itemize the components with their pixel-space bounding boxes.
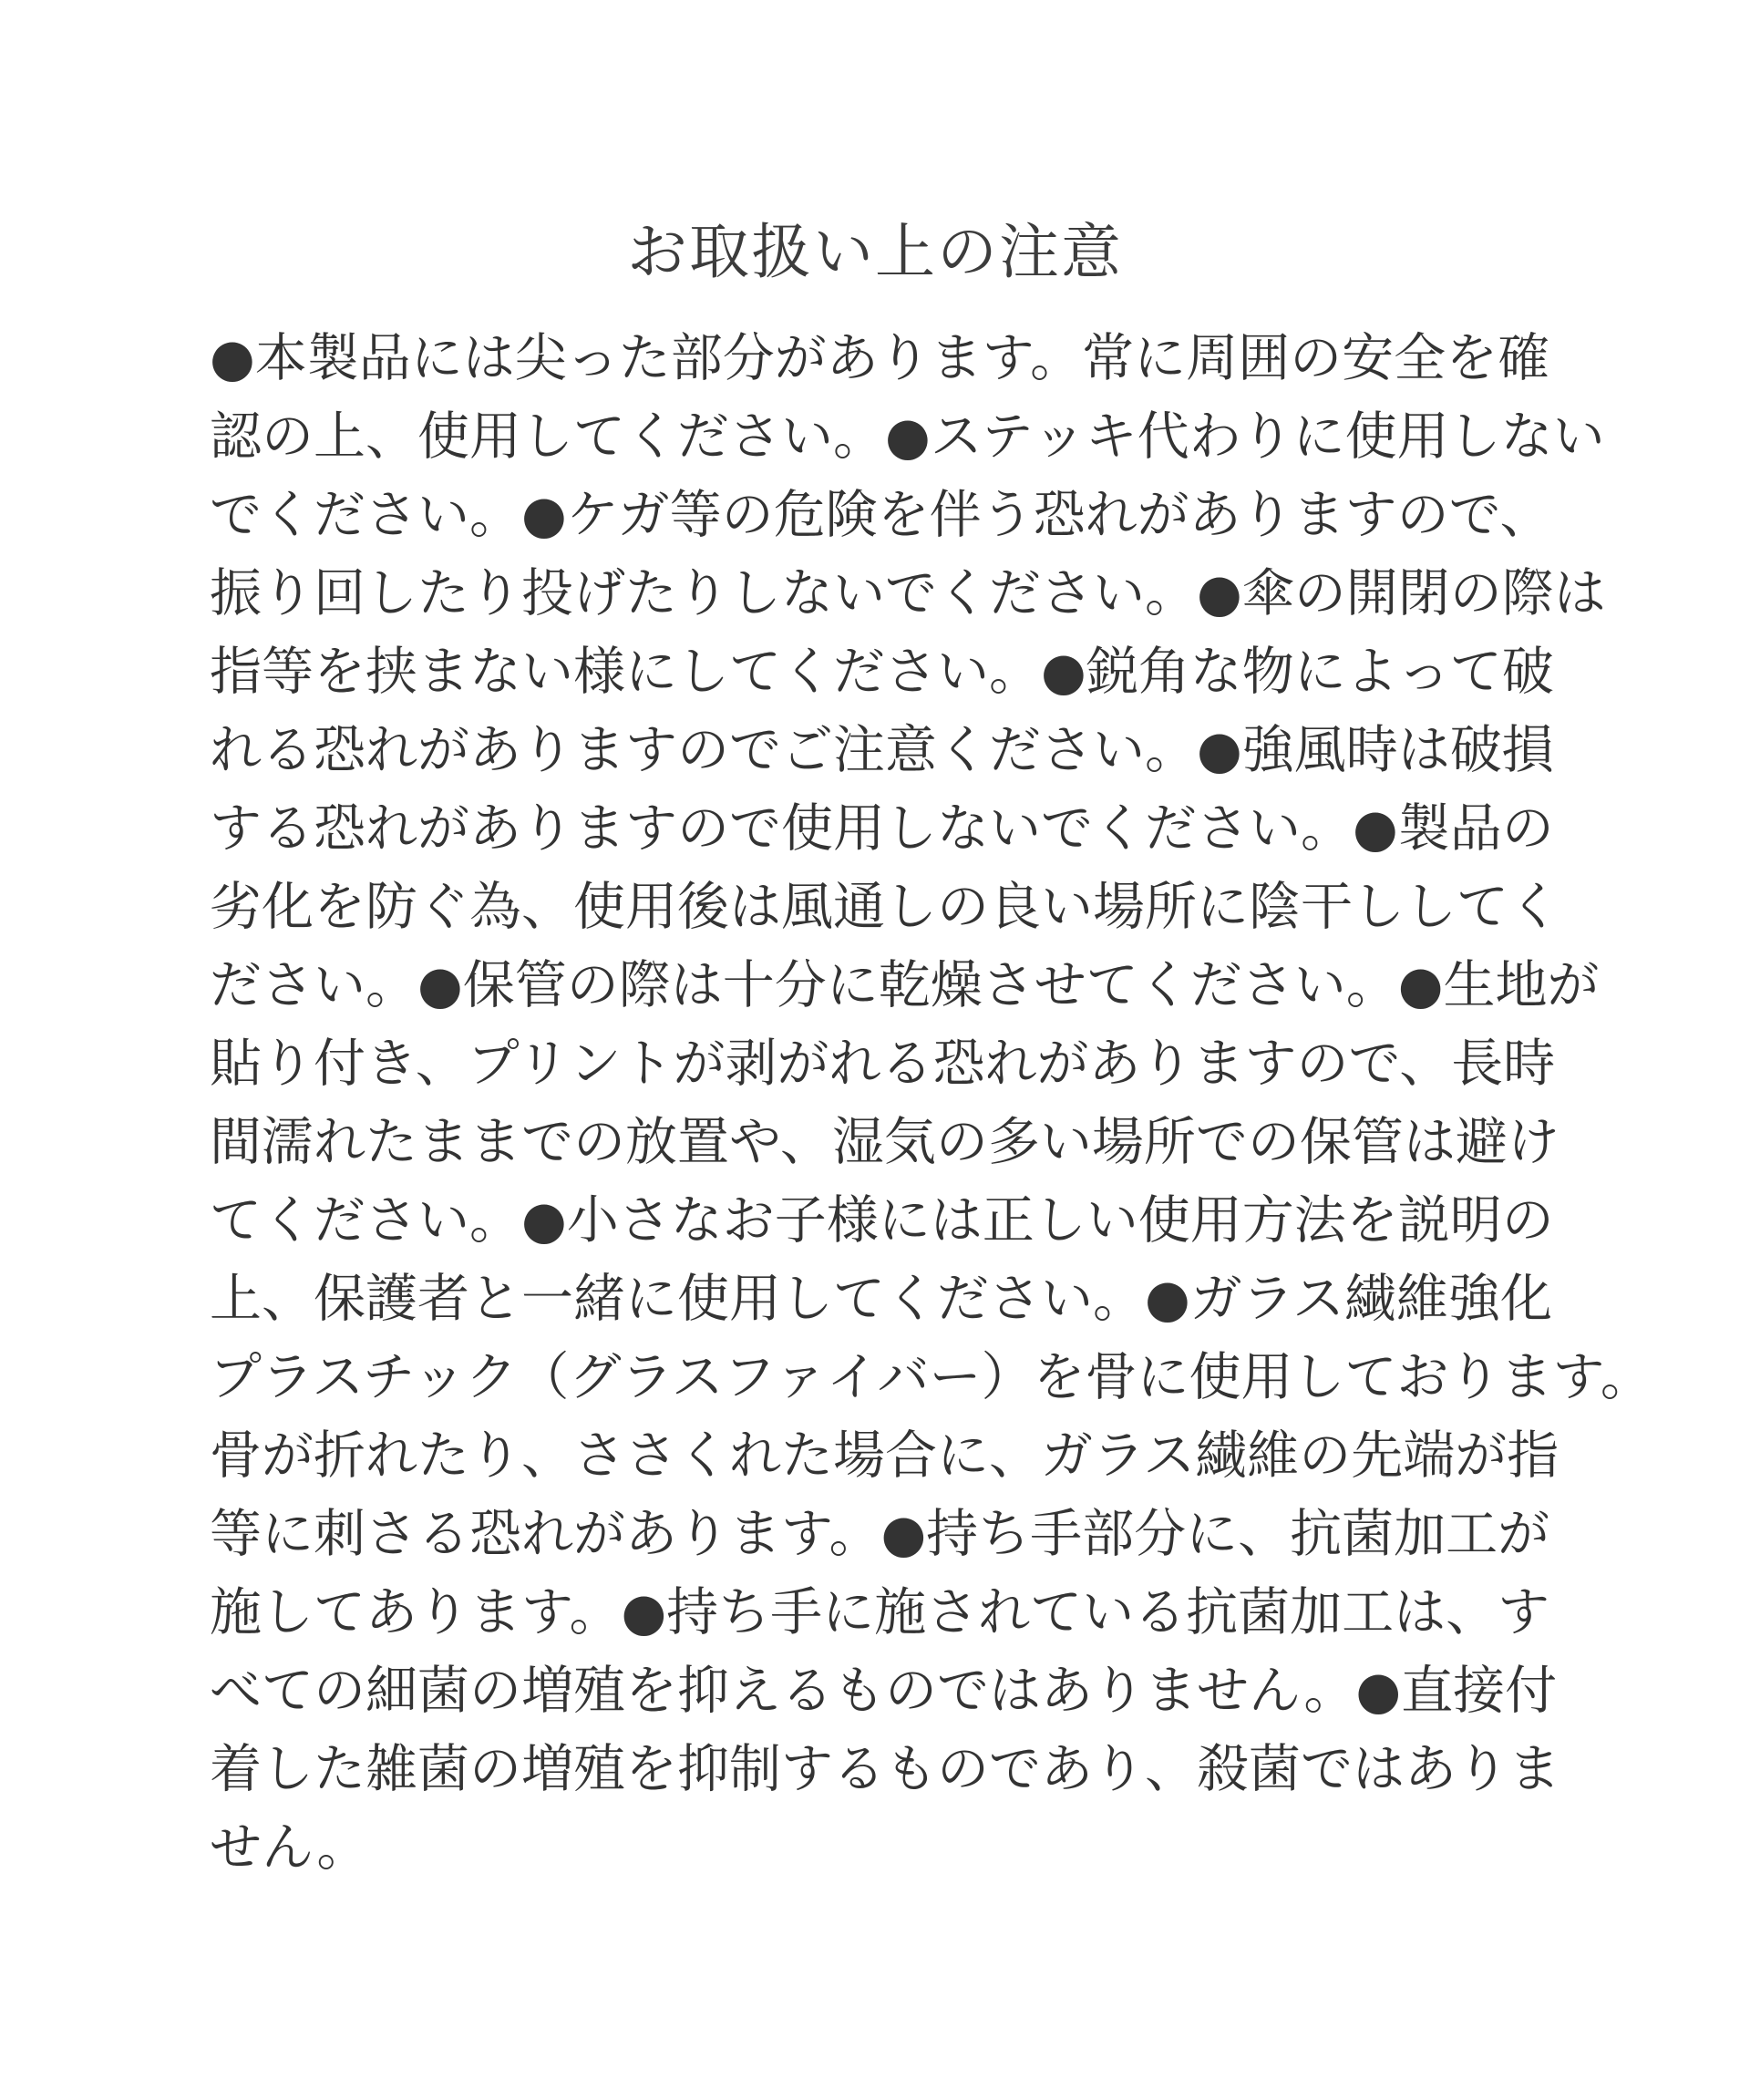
text-line: せん。	[210, 1817, 369, 1878]
caution-text-block	[210, 319, 1652, 1887]
text-line: べての細菌の増殖を抑えるものではありません。●直接付	[210, 1661, 1558, 1721]
text-line: 間濡れたままでの放置や、湿気の多い場所での保管は避け	[210, 1112, 1560, 1172]
text-line: れる恐れがありますのでご注意ください。●強風時は破損	[210, 720, 1554, 780]
text-line: プラスチック（グラスファイバー）を骨に使用しております。	[210, 1347, 1652, 1407]
text-line: する恐れがありますので使用しないでください。●製品の	[210, 798, 1554, 859]
text-line: 骨が折れたり、ささくれた場合に、ガラス繊維の先端が指	[210, 1426, 1560, 1486]
text-line: ださい。●保管の際は十分に乾燥させてください。●生地が	[210, 955, 1600, 1015]
text-line: 劣化を防ぐ為、使用後は風通しの良い場所に陰干ししてく	[210, 877, 1560, 937]
text-line: 貼り付き、プリントが剥がれる恐れがありますので、長時	[210, 1034, 1556, 1094]
text-line: てください。●小さなお子様には正しい使用方法を説明の	[210, 1190, 1554, 1251]
page-title: お取扱い上の注意	[627, 217, 1123, 287]
text-line: 等に刺さる恐れがあります。●持ち手部分に、抗菌加工が	[210, 1504, 1550, 1564]
text-line: 認の上、使用してください。●ステッキ代わりに使用しない	[210, 407, 1605, 467]
text-line: 指等を挟まない様にしてください。●鋭角な物によって破	[210, 642, 1554, 702]
text-line: でください。●ケガ等の危険を伴う恐れがありますので、	[210, 485, 1552, 545]
text-line: ●本製品には尖った部分があります。常に周囲の安全を確	[210, 328, 1550, 388]
text-line: 上、保護者と一緒に使用してください。●ガラス繊維強化	[210, 1269, 1553, 1329]
text-line: 振り回したり投げたりしないでください。●傘の開閉の際は	[210, 563, 1606, 623]
text-line: 施してあります。●持ち手に施されている抗菌加工は、す	[210, 1582, 1550, 1642]
text-line: 着した雑菌の増殖を抑制するものであり、殺菌ではありま	[210, 1739, 1560, 1799]
